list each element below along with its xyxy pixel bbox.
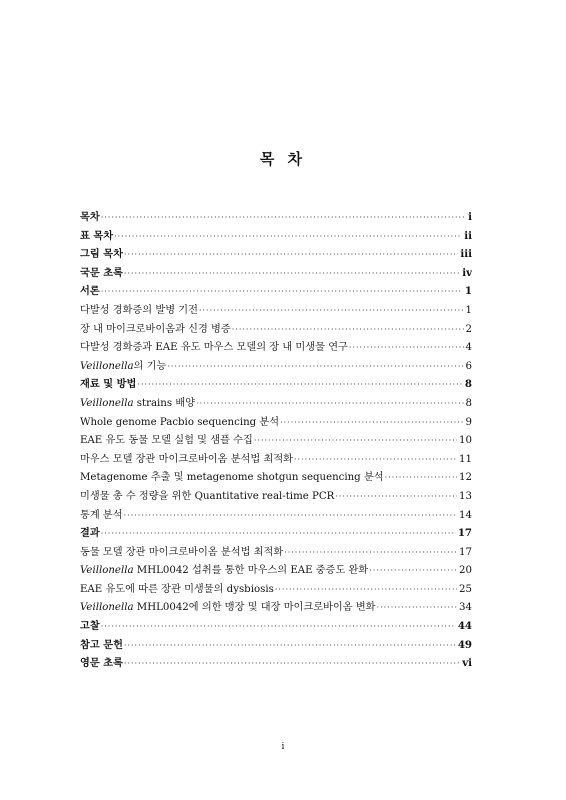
- toc-entry-label-text: 목차: [80, 211, 100, 223]
- toc-entry-page: 1: [464, 285, 472, 298]
- toc-entry-label: [80, 636, 123, 651]
- toc-entry-label: [80, 598, 376, 613]
- toc-dot-leader: [349, 343, 464, 352]
- toc-entry[interactable]: [80, 320, 472, 339]
- toc-entry[interactable]: [80, 506, 472, 525]
- toc-entry-page: 17: [459, 546, 472, 558]
- toc-dot-leader: [335, 492, 457, 501]
- toc-entry[interactable]: [80, 617, 472, 636]
- toc-dot-leader: [294, 455, 457, 464]
- toc-entry[interactable]: [80, 301, 472, 320]
- toc-dot-leader: [377, 603, 458, 612]
- toc-entry-label-text: 그림 목차: [80, 248, 123, 261]
- toc-entry-label: [80, 282, 100, 297]
- toc-entry-label-text: 장 내 마이크로바이옴과 신경 병증: [80, 323, 231, 335]
- toc-entry[interactable]: [80, 413, 472, 432]
- toc-entry-page: vi: [462, 657, 472, 670]
- toc-entry-label: [80, 580, 274, 595]
- toc-entry[interactable]: [80, 487, 472, 506]
- toc-entry-label-italic: Veillonella: [80, 602, 134, 614]
- toc-entry-label-italic: Veillonella: [80, 565, 134, 577]
- toc-dot-leader: [137, 380, 463, 389]
- toc-entry-label: [80, 654, 123, 669]
- toc-entry-label: [80, 468, 384, 483]
- toc-entry[interactable]: [80, 264, 472, 283]
- toc-entry-label: [80, 245, 123, 260]
- toc-entry-label: [80, 320, 231, 335]
- toc-entry[interactable]: [80, 654, 472, 673]
- toc-entry[interactable]: [80, 468, 472, 487]
- toc-entry-page: 14: [459, 509, 472, 521]
- toc-entry-page: iii: [460, 248, 472, 261]
- toc-entry-page: 13: [459, 490, 472, 502]
- toc-entry-label-italic: Veillonella: [80, 397, 134, 409]
- toc-entry-label-text: 결과: [80, 527, 100, 540]
- toc-entry-label-text: Metagenome 추출 및 metagenome shotgun sequencing 분석: [80, 472, 384, 484]
- toc-entry[interactable]: [80, 431, 472, 450]
- toc-entry-label-text: 서론: [80, 285, 100, 298]
- toc-entry[interactable]: [80, 357, 472, 376]
- toc-entry-page: 8: [464, 378, 472, 391]
- toc-entry[interactable]: [80, 227, 472, 246]
- toc-entry-label: [80, 208, 100, 223]
- toc-entry[interactable]: [80, 245, 472, 264]
- toc-entry[interactable]: [80, 450, 472, 469]
- toc-entry-page: 2: [465, 323, 472, 335]
- toc-entry-label-text: Whole genome Pacbio sequencing 분석: [80, 416, 280, 428]
- toc-dot-leader: [232, 325, 464, 334]
- table-of-contents: [80, 208, 472, 673]
- toc-entry[interactable]: [80, 543, 472, 562]
- toc-entry-label-text: 참고 문헌: [80, 638, 123, 651]
- toc-entry-page: 20: [459, 565, 472, 577]
- toc-entry-label: [80, 413, 279, 428]
- toc-entry-page: 1: [465, 304, 472, 316]
- toc-entry-label: [80, 450, 293, 465]
- toc-entry-page: 6: [465, 360, 472, 372]
- toc-entry-label-text: 재료 및 방법: [80, 378, 137, 391]
- toc-entry-label-text: 마우스 모델 장관 마이크로바이옴 분석법 최적화: [80, 453, 294, 465]
- toc-entry-label: [80, 487, 334, 502]
- toc-dot-leader: [275, 585, 457, 594]
- toc-entry-label-text: 미생물 총 수 정량을 위한 Quantitative real-time PCR: [80, 490, 335, 502]
- toc-entry[interactable]: [80, 282, 472, 301]
- toc-entry-page: 17: [457, 527, 472, 540]
- toc-entry-label-text: 통계 분석: [80, 509, 123, 521]
- toc-entry-page: ii: [464, 229, 472, 242]
- toc-dot-leader: [124, 511, 457, 520]
- toc-dot-leader: [196, 399, 463, 408]
- toc-entry-page: 9: [465, 416, 472, 428]
- toc-entry[interactable]: [80, 524, 472, 543]
- toc-dot-leader: [124, 269, 460, 278]
- toc-entry[interactable]: [80, 338, 472, 357]
- toc-entry[interactable]: [80, 580, 472, 599]
- toc-entry-label: [80, 431, 253, 446]
- toc-entry-label-text: MHL0042 섭취를 통한 마우스의 EAE 중증도 완화: [133, 565, 369, 577]
- toc-dot-leader: [385, 473, 457, 482]
- toc-dot-leader: [167, 362, 463, 371]
- toc-entry-page: 10: [459, 435, 472, 447]
- toc-entry-page: 12: [459, 472, 472, 484]
- toc-entry-label: [80, 338, 348, 353]
- toc-entry-label-text: EAE 유도 동물 모델 실험 및 샘플 수집: [80, 435, 253, 447]
- toc-dot-leader: [101, 287, 463, 296]
- toc-entry[interactable]: [80, 598, 472, 617]
- toc-entry-page: 25: [459, 583, 472, 595]
- toc-entry-page: 8: [465, 397, 472, 409]
- toc-entry-label-text: strains 배양: [133, 397, 196, 409]
- toc-entry-label: [80, 375, 136, 390]
- toc-entry-label-text: 영문 초록: [80, 657, 123, 670]
- toc-dot-leader: [284, 548, 457, 557]
- toc-entry-label: [80, 524, 100, 539]
- toc-entry-label: [80, 394, 195, 409]
- toc-entry[interactable]: [80, 636, 472, 655]
- toc-entry-label: [80, 301, 198, 316]
- toc-entry-label: [80, 561, 368, 576]
- toc-entry-label-italic: Veillonella: [80, 360, 134, 372]
- toc-dot-leader: [280, 418, 463, 427]
- toc-entry-page: 4: [465, 342, 472, 354]
- toc-entry-label-text: 의 기능: [133, 360, 167, 372]
- toc-dot-leader: [101, 622, 456, 631]
- toc-dot-leader: [101, 213, 466, 222]
- toc-entry[interactable]: [80, 394, 472, 413]
- toc-entry-label-text: EAE 유도에 따른 장관 미생물의 dysbiosis: [80, 583, 274, 595]
- toc-dot-leader: [199, 306, 464, 315]
- page-title: 목 차: [259, 150, 307, 168]
- toc-entry-label-text: MHL0042에 의한 맹장 및 대장 마이크로바이옴 변화: [133, 602, 376, 614]
- toc-entry-label-text: 다발성 경화증과 EAE 유도 마우스 모델의 장 내 미생물 연구: [80, 342, 348, 354]
- toc-entry-label-text: 국문 초록: [80, 266, 123, 279]
- toc-entry[interactable]: [80, 208, 472, 227]
- toc-dot-leader: [124, 250, 458, 259]
- toc-entry-label: [80, 506, 123, 521]
- toc-dot-leader: [254, 436, 457, 445]
- toc-entry-page: 11: [459, 453, 472, 465]
- toc-entry-page: 49: [457, 638, 472, 651]
- toc-entry-page: 34: [459, 602, 472, 614]
- toc-dot-leader: [114, 232, 462, 241]
- toc-entry-page: i: [468, 211, 472, 223]
- toc-dot-leader: [124, 659, 460, 668]
- page-number: i: [281, 742, 285, 752]
- toc-dot-leader: [124, 641, 456, 650]
- toc-entry-label-text: 표 목차: [80, 229, 114, 242]
- toc-entry-label: [80, 357, 166, 372]
- toc-entry-label: [80, 227, 113, 242]
- toc-entry-label-text: 다발성 경화증의 발병 기전: [80, 304, 198, 316]
- toc-dot-leader: [101, 529, 456, 538]
- toc-entry-page: 44: [457, 620, 472, 633]
- toc-dot-leader: [369, 566, 457, 575]
- toc-entry[interactable]: [80, 561, 472, 580]
- toc-entry-label: [80, 543, 283, 558]
- toc-entry-page: iv: [462, 266, 472, 279]
- toc-entry-label-text: 동물 모델 장관 마이크로바이옴 분석법 최적화: [80, 546, 284, 558]
- toc-entry[interactable]: [80, 375, 472, 394]
- toc-entry-label-text: 고찰: [80, 620, 100, 633]
- toc-entry-label: [80, 264, 123, 279]
- toc-entry-label: [80, 617, 100, 632]
